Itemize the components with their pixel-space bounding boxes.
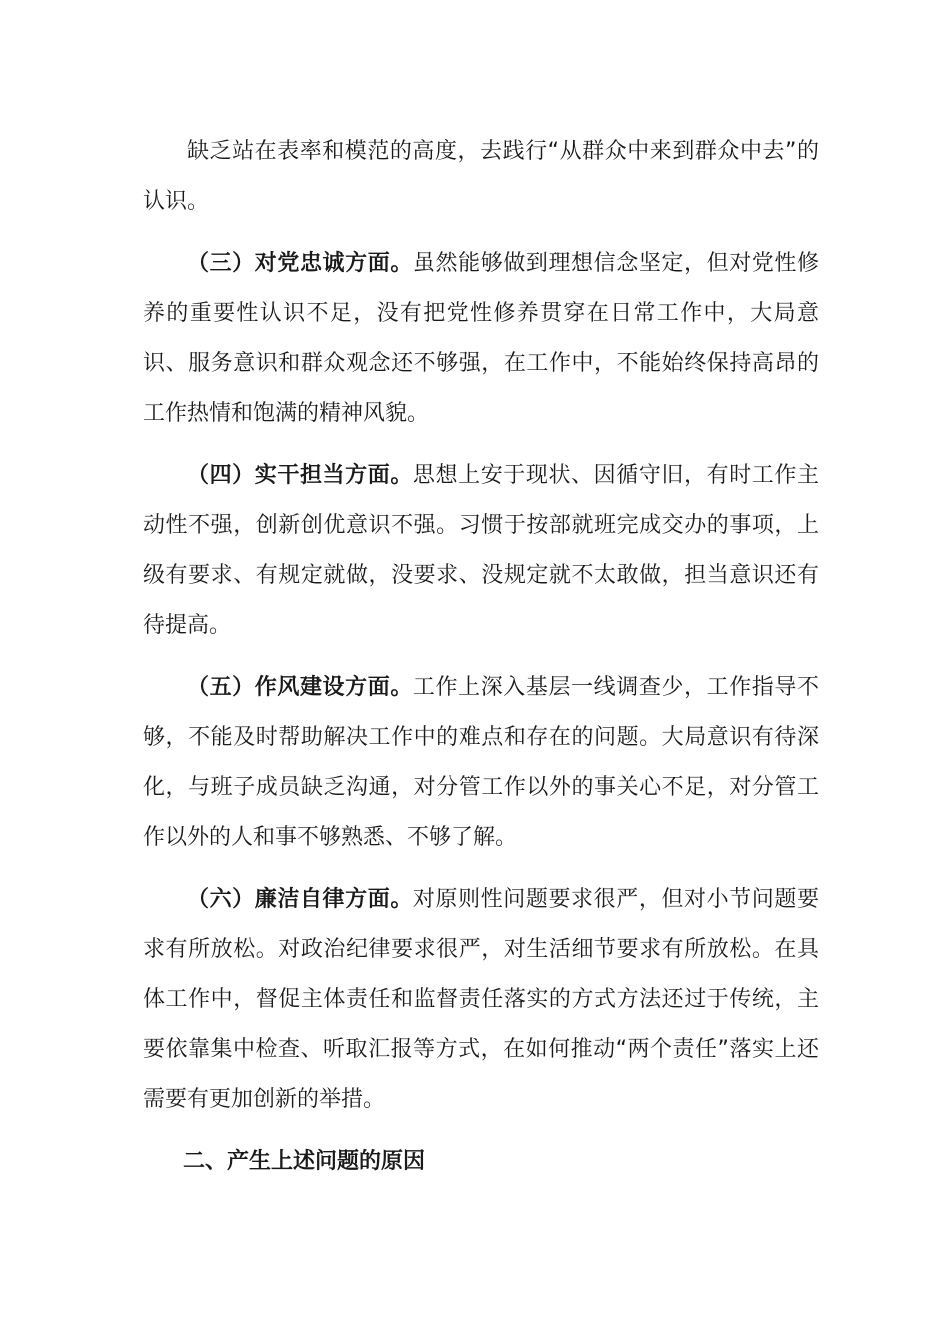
paragraph-party-loyalty (143, 239, 819, 439)
section-body-6: 对原则性问题要求很严，但对小节问题要求有所放松。对政治纪律要求很严，对生活细节要求有所放松。在具体工作中，督促主体责任和监督责任落实的方式方法还过于传统，主要依靠集中检查、听取汇报等方式，在如何推动“两个责任”落实上还需要有更加创新的举措。 (143, 887, 819, 1112)
section-lead-3: （三）对党忠诚方面。 (187, 251, 413, 276)
section-body-3: 虽然能够做到理想信念坚定，但对党性修养的重要性认识不足，没有把党性修养贯穿在日常工作中，大局意识、服务意识和群众观念还不够强，在工作中，不能始终保持高昂的工作热情和饱满的精神风貌。 (143, 251, 819, 426)
section-heading-causes: 二、产生上述问题的原因 (183, 1149, 426, 1174)
section-lead-5: （五）作风建设方面。 (187, 675, 413, 700)
section-lead-4: （四）实干担当方面。 (187, 463, 413, 488)
paragraph-work-style (143, 663, 819, 863)
section-body-4: 思想上安于现状、因循守旧，有时工作主动性不强，创新创优意识不强。习惯于按部就班完成交办的事项，上级有要求、有规定就做，没要求、没规定就不太敢做，担当意识还有待提高。 (143, 463, 819, 638)
document-body (143, 127, 819, 1187)
section-lead-6: （六）廉洁自律方面。 (187, 887, 413, 912)
paragraph-continuation: 缺乏站在表率和模范的高度，去践行“从群众中来到群众中去”的认识。 (143, 139, 819, 214)
section-body-5: 工作上深入基层一线调查少，工作指导不够，不能及时帮助解决工作中的难点和存在的问题。大局意识有待深化，与班子成员缺乏沟通，对分管工作以外的事关心不足，对分管工作以外的人和事不够熟悉、不够了解。 (143, 675, 819, 850)
paragraph-integrity (143, 875, 819, 1125)
paragraph-responsibility (143, 451, 819, 651)
